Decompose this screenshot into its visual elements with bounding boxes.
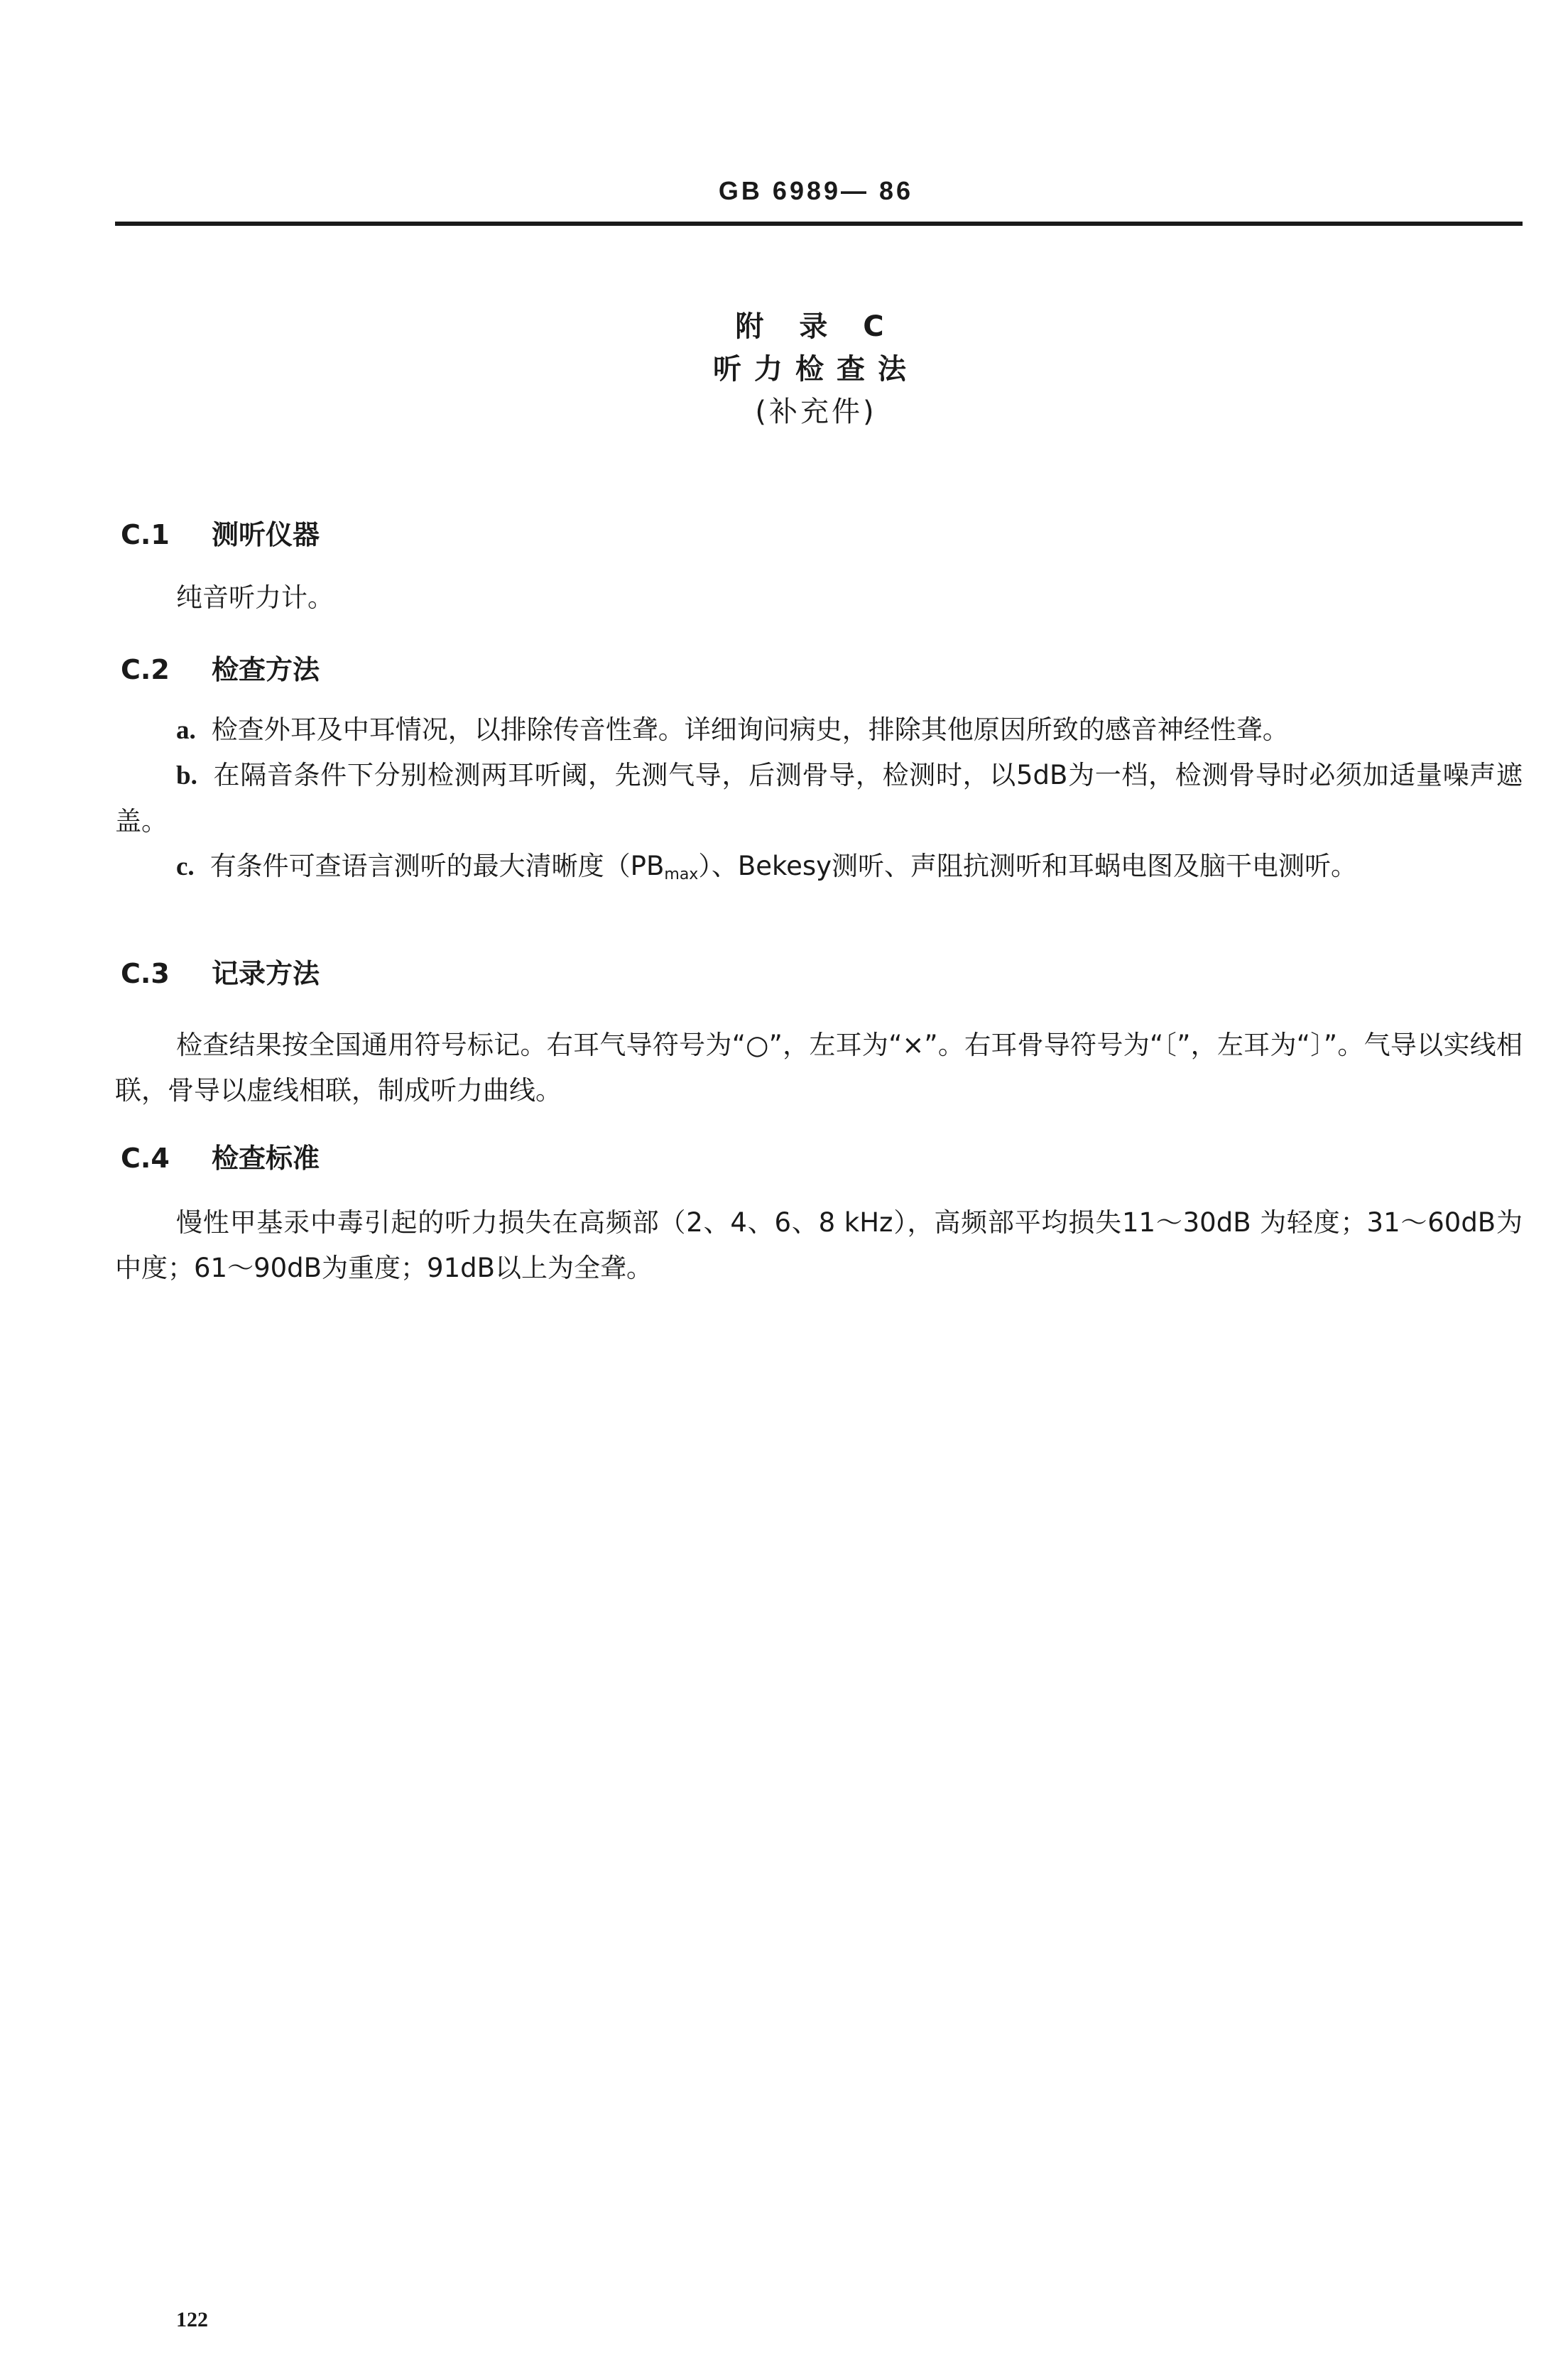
section-c4-text: 慢性甲基汞中毒引起的听力损失在高频部（2、4、6、8 kHz），高频部平均损失11～30dB 为轻度；31～60dB为中度；61～90dB为重度；91dB以上为全聋。 bbox=[115, 1207, 1523, 1283]
section-c2-heading bbox=[121, 648, 320, 687]
section-c3-heading bbox=[121, 952, 320, 991]
page-number: 122 bbox=[176, 2308, 208, 2331]
standard-code: GB 6989— 86 bbox=[718, 176, 914, 205]
section-title: 记录方法 bbox=[212, 958, 320, 989]
header-rule bbox=[115, 222, 1523, 226]
section-c1-heading bbox=[121, 513, 320, 552]
item-a bbox=[115, 707, 1523, 753]
section-number: C.2 bbox=[121, 654, 170, 685]
section-number: C.1 bbox=[121, 519, 170, 550]
section-c3-text: 检查结果按全国通用符号标记。右耳气导符号为“○”，左耳为“×”。右耳骨导符号为“〔”，左耳为“〕”。气导以实线相联，骨导以虚线相联，制成听力曲线。 bbox=[115, 1030, 1523, 1106]
item-b bbox=[115, 753, 1523, 844]
appendix-note: (补充件) bbox=[755, 396, 877, 428]
item-text: 在隔音条件下分别检测两耳听阈，先测气导，后测骨导，检测时，以5dB为一档，检测骨导时必须加适量噪声遮盖。 bbox=[115, 760, 1523, 837]
subscript-max: max bbox=[664, 866, 699, 883]
appendix-title: 听力检查法 bbox=[713, 353, 919, 386]
section-number: C.4 bbox=[121, 1143, 170, 1174]
section-c4-heading bbox=[121, 1136, 320, 1175]
appendix-label: 附 录 C bbox=[735, 310, 897, 343]
item-text: ）、Bekesy测听、声阻抗测听和耳蜗电图及脑干电测听。 bbox=[698, 851, 1358, 881]
item-marker: a. bbox=[176, 716, 196, 745]
section-title: 测听仪器 bbox=[212, 519, 320, 550]
section-title: 检查方法 bbox=[212, 654, 320, 685]
section-c1-text: 纯音听力计。 bbox=[176, 582, 334, 613]
item-text: 检查外耳及中耳情况，以排除传音性聋。详细询问病史，排除其他原因所致的感音神经性聋。 bbox=[211, 714, 1289, 745]
item-text: 有条件可查语言测听的最大清晰度（PB bbox=[209, 851, 665, 881]
section-number: C.3 bbox=[121, 958, 170, 989]
item-marker: b. bbox=[176, 761, 197, 790]
section-title: 检查标准 bbox=[212, 1143, 320, 1174]
item-c bbox=[115, 844, 1523, 898]
item-marker: c. bbox=[176, 852, 195, 881]
title-block bbox=[0, 305, 1568, 433]
